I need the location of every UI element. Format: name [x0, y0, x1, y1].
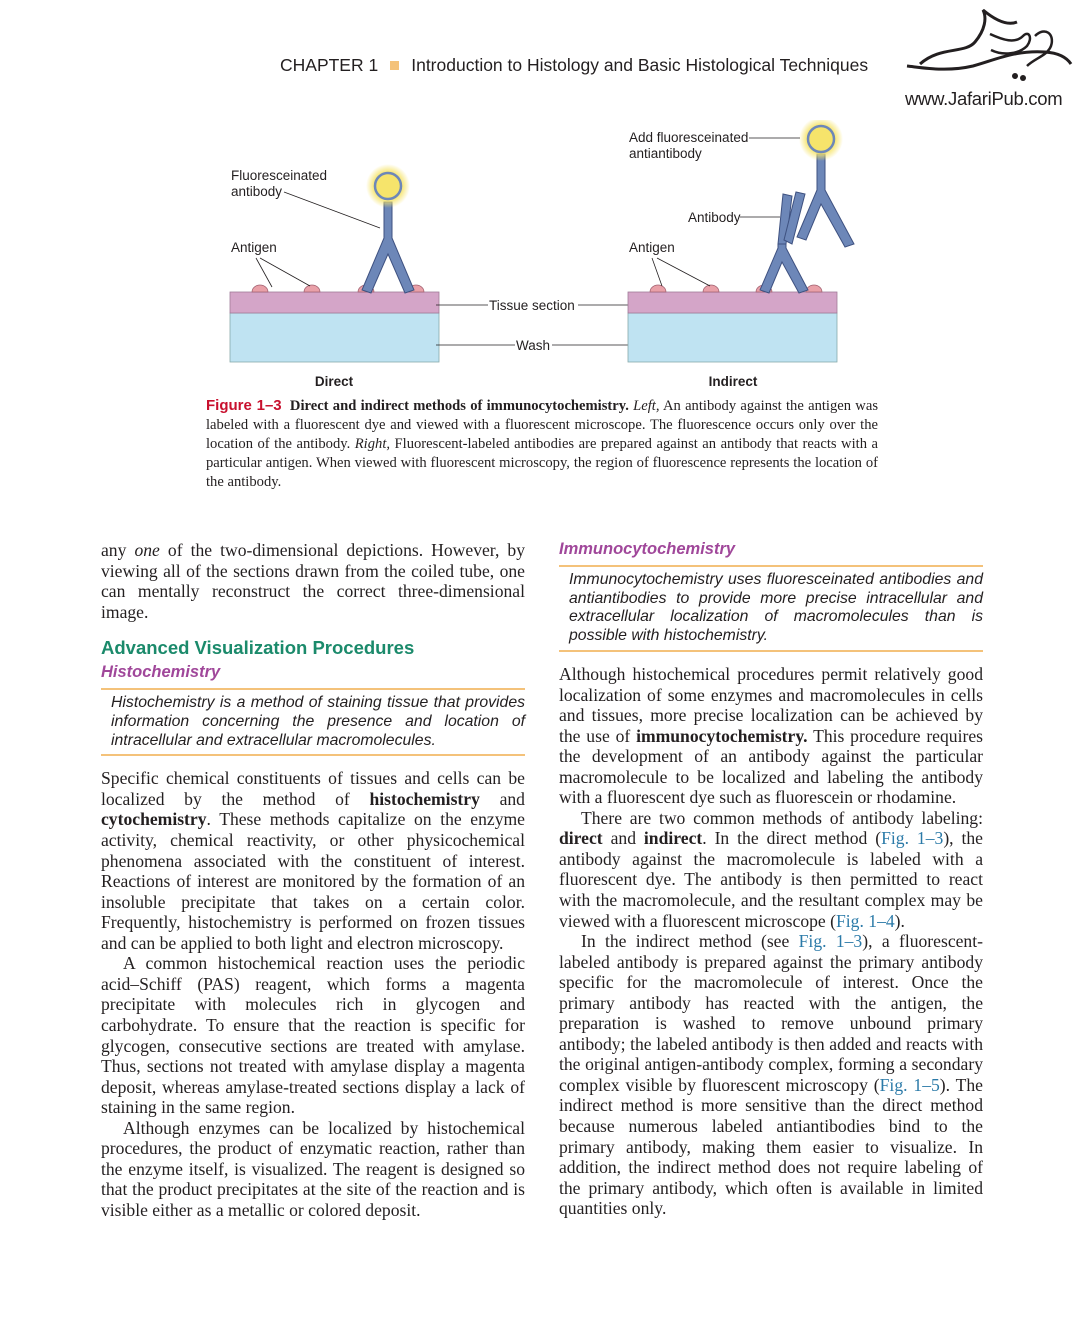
label-antibody: Antibody: [688, 210, 741, 225]
caption-right-label: Right,: [354, 436, 391, 452]
key-concept-box: Histochemistry is a method of staining tissue that provides information concerning the presence and location of intracellular and extracellular macromolecules.: [101, 688, 525, 756]
subheading-immunocytochemistry: Immunocytochemistry: [559, 540, 736, 558]
fluorescent-label: [808, 126, 834, 152]
paragraph: Specific chemical constituents of tissues and cells can be localized by the method of histochemistry and cytochemistry. These methods capitalize on the enzyme activity, chemical reactivity, or other physicochemical phenomena associated with the constituent of interest. Reactions of interest are monitored by the formation of an insoluble precipitate that takes on a certain color. Frequently, histochemistry is performed on frozen tissues and can be applied to both light and electron microscopy.: [101, 768, 525, 953]
right-column-header: [559, 540, 983, 652]
label-add-fluor-2: antiantibody: [629, 146, 702, 161]
paragraph: Although enzymes can be localized by histochemical procedures, the product of enzymatic reaction, rather than the enzyme itself, is visualized. The reagent is designed so that the product precipitates at the site of the reaction and is visible either as a metallic or colored deposit.: [101, 1117, 525, 1220]
right-column: [559, 664, 983, 1219]
running-header: [280, 55, 868, 76]
label-antigen-right: Antigen: [629, 240, 675, 255]
immunocytochemistry-figure: [200, 120, 880, 400]
label-antigen-left: Antigen: [231, 240, 277, 255]
left-column: [101, 540, 525, 1220]
caption-right-text: Fluorescent-labeled antibodies are prepared against an antibody that reacts with a particular antigen. When viewed with fluorescent microscopy, the region of fluorescence represents the location of the antibody.: [206, 436, 878, 490]
tissue-section-layer: [628, 292, 837, 313]
figure-title: Direct and indirect methods of immunocytochemistry.: [289, 398, 629, 414]
indirect-panel: [628, 120, 854, 389]
fluoresceinated-antiantibody: [797, 154, 854, 247]
antigen: [252, 285, 268, 292]
label-wash: Wash: [516, 338, 551, 353]
primary-antibody: [760, 244, 808, 293]
figure-link[interactable]: Fig. 1–4: [836, 910, 895, 931]
fluorescent-label: [375, 173, 401, 199]
label-fluoresceinated-2: antibody: [231, 184, 283, 199]
key-concept-box: Immunocytochemistry uses fluoresceinated antibodies and antiantibodies to provide more precise intracellular and extracellular localization of macromolecules than is possible with histochemistry.: [559, 565, 983, 652]
caption-left-label: Left,: [633, 398, 660, 414]
direct-panel: [230, 164, 439, 389]
fluoresceinated-antibody: [362, 202, 414, 293]
paragraph: In the indirect method (see Fig. 1–3), a fluorescent-labeled antibody is prepared against the primary antibody specific for the macromolecule of interest. Once the primary antibody has reacted with the antigen, the preparation is washed to remove unbound primary antibody; the labeled antibody is then added and reacts with the original antigen-antibody complex, forming a secondary complex visible by fluorescent microscopy (Fig. 1–5). The indirect method is more sensitive than the direct method because numerous labeled antiantibodies bind to the primary antibody, making them easier to visualize. In addition, the indirect method does not require labeling of the primary antibody, which often is available in limited quantities only.: [559, 931, 983, 1219]
wash-layer: [628, 313, 837, 362]
label-tissue-section: Tissue section: [489, 298, 575, 313]
figure-link[interactable]: Fig. 1–5: [879, 1074, 940, 1095]
paragraph: A common histochemical reaction uses the periodic acid–Schiff (PAS) reagent, which forms a magenta precipitate with molecules rich in glycogen and carbohydrate. To ensure that the reaction is specific for glycogen, consecutive sections are treated with amylase. Thus, sections not treated with amylase display a magenta deposit, whereas amylase-treated sections display a lack of staining in the same region.: [101, 953, 525, 1118]
tissue-section-layer: [230, 292, 439, 313]
subheading-histochemistry: Histochemistry: [101, 662, 221, 681]
paragraph: There are two common methods of antibody labeling: direct and indirect. In the direct method (Fig. 1–3), the antibody against the macromolecule is labeled with a fluorescent dye. The antibody is then permitted to react with the macromolecule, and the resultant complex may be viewed with a fluorescent microscope (Fig. 1–4).: [559, 807, 983, 931]
wash-layer: [230, 313, 439, 362]
caption-left-text: An antibody against the antigen was labeled with a fluorescent dye and viewed with a fluorescent microscope. The fluorescence occurs only over the location of the antibody.: [206, 398, 879, 452]
label-indirect: Indirect: [708, 374, 758, 389]
paragraph: any one of the two-dimensional depictions. However, by viewing all of the sections drawn from the coiled tube, one can mentally reconstruct the correct three-dimensional image.: [101, 540, 525, 622]
section-heading: Advanced Visualization Procedures: [101, 637, 415, 659]
watermark-url: www.JafariPub.com: [905, 88, 1063, 109]
label-direct: Direct: [314, 374, 354, 389]
figure-link[interactable]: Fig. 1–3: [881, 828, 944, 849]
paragraph: Although histochemical procedures permit relatively good localization of some enzymes and macromolecules in cells and tissues, more precise localization can be achieved by the use of immunocytochemistry. This procedure requires the development of an antibody against the particular macromolecule to be localized and labeling the antibody with a fluorescent dye such as fluorescein or rhodamine.: [559, 664, 983, 808]
antigen: [304, 285, 320, 292]
header-square-bullet: [390, 61, 399, 70]
figure-number: Figure 1–3: [206, 397, 282, 414]
chapter-label: CHAPTER 1: [280, 55, 379, 75]
label-add-fluor-1: Add fluoresceinated: [629, 130, 749, 145]
figure-link[interactable]: Fig. 1–3: [798, 931, 863, 952]
chapter-title: Introduction to Histology and Basic Histological Techniques: [411, 55, 869, 75]
antigen: [650, 285, 666, 292]
label-fluoresceinated-1: Fluoresceinated: [231, 168, 328, 183]
antigen: [806, 285, 822, 292]
figure-caption: [206, 396, 878, 492]
antigen: [703, 285, 719, 292]
